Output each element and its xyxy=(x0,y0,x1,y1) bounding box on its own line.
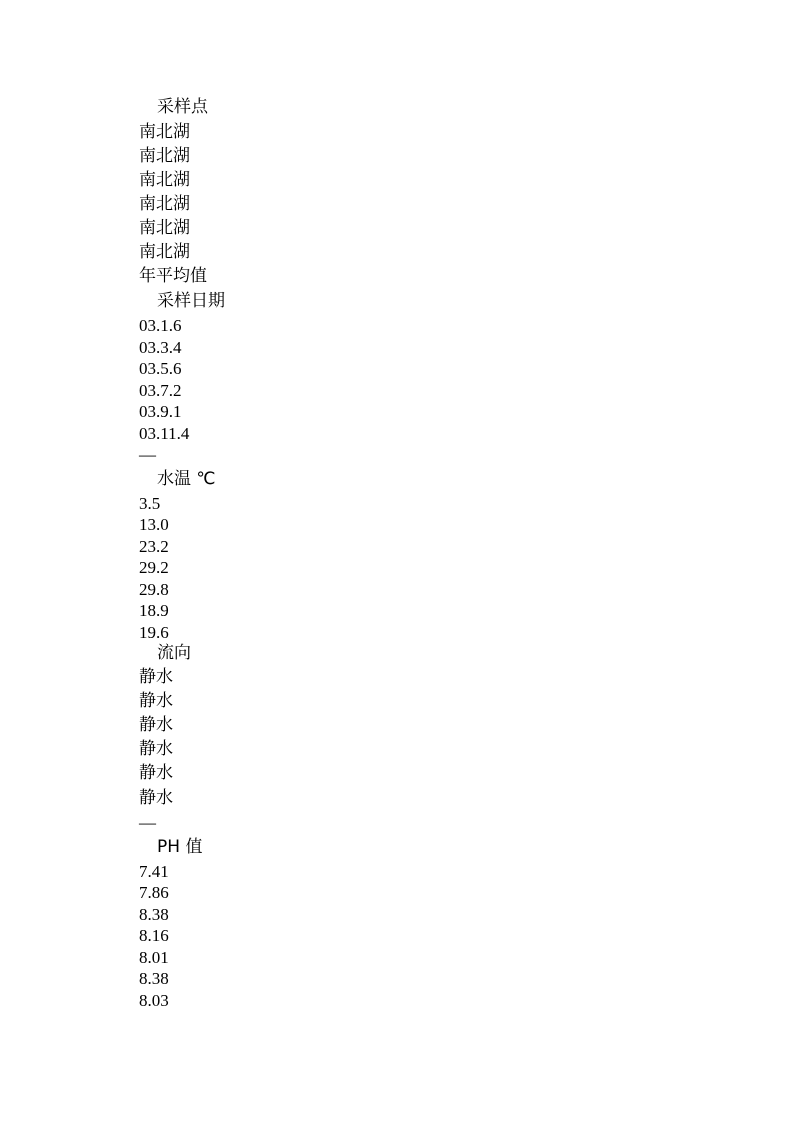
site-value: 南北湖 xyxy=(139,122,190,142)
water-temp-value: 23.2 xyxy=(139,537,169,556)
ph-summary: 8.03 xyxy=(139,991,169,1010)
ph-value: 8.16 xyxy=(139,926,169,945)
water-temp-summary: 19.6 xyxy=(139,623,169,642)
site-value: 南北湖 xyxy=(139,170,190,190)
ph-header: PH 值 xyxy=(157,837,203,857)
water-temp-value: 3.5 xyxy=(139,494,161,513)
date-value: 03.11.4 xyxy=(139,424,190,443)
site-value: 南北湖 xyxy=(139,218,190,238)
flow-value: 静水 xyxy=(139,739,173,759)
flow-value: 静水 xyxy=(139,715,173,735)
date-header: 采样日期 xyxy=(157,291,225,311)
date-value: 03.5.6 xyxy=(139,359,182,378)
water-temp-value: 29.8 xyxy=(139,580,169,599)
site-value: 南北湖 xyxy=(139,146,190,166)
date-value: 03.7.2 xyxy=(139,381,182,400)
ph-value: 8.38 xyxy=(139,969,169,988)
water-temp-value: 29.2 xyxy=(139,558,169,577)
site-value: 南北湖 xyxy=(139,194,190,214)
date-summary: — xyxy=(139,445,156,464)
flow-summary: — xyxy=(139,813,156,832)
site-value: 南北湖 xyxy=(139,242,190,262)
flow-value: 静水 xyxy=(139,788,173,808)
flow-value: 静水 xyxy=(139,763,173,783)
water-temp-header: 水温 ℃ xyxy=(157,469,216,489)
date-value: 03.1.6 xyxy=(139,316,182,335)
flow-header: 流向 xyxy=(157,643,191,663)
ph-value: 7.86 xyxy=(139,883,169,902)
site-header: 采样点 xyxy=(157,97,208,117)
flow-value: 静水 xyxy=(139,667,173,687)
ph-value: 8.01 xyxy=(139,948,169,967)
site-summary: 年平均值 xyxy=(139,266,207,286)
flow-value: 静水 xyxy=(139,691,173,711)
ph-value: 7.41 xyxy=(139,862,169,881)
ph-value: 8.38 xyxy=(139,905,169,924)
date-value: 03.3.4 xyxy=(139,338,182,357)
water-temp-value: 18.9 xyxy=(139,601,169,620)
date-value: 03.9.1 xyxy=(139,402,182,421)
water-temp-value: 13.0 xyxy=(139,515,169,534)
